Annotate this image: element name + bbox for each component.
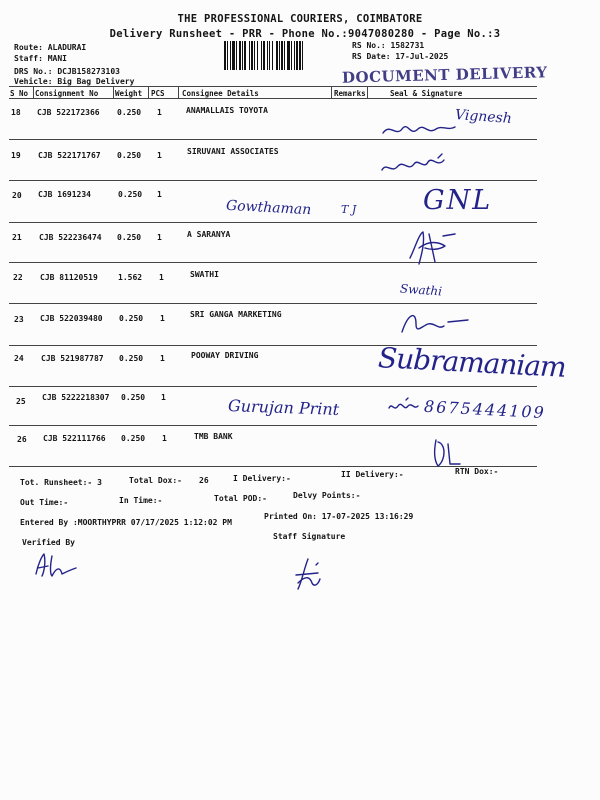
row-sno: 26 xyxy=(17,435,27,444)
row-weight: 0.250 xyxy=(118,190,143,199)
row-consignment: CJB 521987787 xyxy=(41,354,104,363)
signature-scribble xyxy=(386,398,426,422)
row-consignee: SRI GANGA MARKETING xyxy=(190,310,282,319)
tot-runsheet: Tot. Runsheet:- 3 xyxy=(20,478,102,487)
row-consignee: TMB BANK xyxy=(194,432,233,441)
document-title: THE PROFESSIONAL COURIERS, COIMBATORE xyxy=(177,13,423,25)
row-consignment: CJB 522171767 xyxy=(38,151,101,160)
row-weight: 0.250 xyxy=(117,151,142,160)
row-consignee: A SARANYA xyxy=(187,230,231,239)
rs-date: RS Date: 17-Jul-2025 xyxy=(352,52,449,61)
handwritten-mark: T J xyxy=(341,203,357,216)
col-divider xyxy=(367,86,368,98)
route-label: Route: ALADURAI xyxy=(14,43,87,52)
table-top-rule xyxy=(9,86,537,87)
row-sno: 23 xyxy=(14,315,24,324)
row-consignment: CJB 81120519 xyxy=(40,273,98,282)
header-bottom-rule xyxy=(9,98,537,99)
col-remarks: Remarks xyxy=(334,89,366,98)
row-weight: 0.250 xyxy=(117,233,142,242)
row-consignment: CJB 522172366 xyxy=(37,108,100,117)
row-consignee: POOWAY DRIVING xyxy=(191,351,259,360)
handwritten-signature: Vignesh xyxy=(454,107,513,127)
i-delivery: I Delivery:- xyxy=(233,474,291,483)
rtn-dox: RTN Dox:- xyxy=(455,467,499,476)
row-consignee: SIRUVANI ASSOCIATES xyxy=(187,147,279,156)
row-rule xyxy=(9,303,537,304)
document-delivery-stamp: DOCUMENT DELIVERY xyxy=(341,63,548,87)
printed-on: Printed On: 17-07-2025 13:16:29 xyxy=(264,512,414,521)
col-sno: S No xyxy=(10,89,29,98)
col-divider xyxy=(113,86,114,98)
entered-by: Entered By :MOORTHYPRR 07/17/2025 1:12:02 PM xyxy=(20,518,232,527)
delvy-points: Delvy Points:- xyxy=(293,491,361,500)
col-divider xyxy=(331,86,332,98)
total-dox-value: 26 xyxy=(199,476,209,485)
col-seal: Seal & Signature xyxy=(390,89,463,98)
handwritten-signature: Subramaniam xyxy=(377,341,567,384)
row-rule xyxy=(9,180,537,181)
row-pcs: 1 xyxy=(160,354,165,363)
staff-signature: Staff Signature xyxy=(273,532,346,541)
staff-signature-scribble xyxy=(292,555,328,593)
row-pcs: 1 xyxy=(161,393,166,402)
row-consignment: CJB 522039480 xyxy=(40,314,103,323)
row-sno: 25 xyxy=(16,397,26,406)
row-weight: 0.250 xyxy=(121,393,146,402)
handwritten-name: Gurujan Print xyxy=(227,396,340,419)
handwritten-signature: GNL xyxy=(423,185,493,216)
row-sno: 19 xyxy=(11,151,21,160)
signature-scribble xyxy=(378,150,458,180)
verifier-signature xyxy=(32,550,82,580)
row-rule xyxy=(9,222,537,223)
signature-scribble xyxy=(380,115,460,145)
vehicle-label: Vehicle: Big Bag Delivery xyxy=(14,77,135,86)
col-consignee: Consignee Details xyxy=(182,89,259,98)
col-consignment: Consignment No xyxy=(35,89,99,98)
row-weight: 1.562 xyxy=(118,273,143,282)
row-sno: 20 xyxy=(12,191,22,200)
row-pcs: 1 xyxy=(162,434,167,443)
row-weight: 0.250 xyxy=(119,314,144,323)
row-consignee: SWATHI xyxy=(190,270,219,279)
document-subtitle: Delivery Runsheet - PRR - Phone No.:9047080280 - Page No.:3 xyxy=(109,28,501,40)
row-weight: 0.250 xyxy=(121,434,146,443)
row-sno: 24 xyxy=(14,354,24,363)
row-rule xyxy=(9,425,537,426)
row-pcs: 1 xyxy=(157,190,162,199)
signature-scribble xyxy=(430,436,470,470)
handwritten-phone: 8675444109 xyxy=(423,396,547,423)
row-consignment: CJB 522236474 xyxy=(39,233,102,242)
row-pcs: 1 xyxy=(157,108,162,117)
row-pcs: 1 xyxy=(157,233,162,242)
row-consignee: ANAMALLAIS TOYOTA xyxy=(186,106,268,115)
signature-scribble xyxy=(398,308,478,338)
barcode xyxy=(224,41,336,70)
barcode-bar xyxy=(303,41,306,70)
row-consignment: CJB 5222218307 xyxy=(42,393,110,402)
col-weight: Weight xyxy=(115,89,143,98)
row-weight: 0.250 xyxy=(119,354,144,363)
row-consignment: CJB 522111766 xyxy=(43,434,106,443)
ii-delivery: II Delivery:- xyxy=(341,470,404,479)
row-rule xyxy=(9,386,537,387)
total-pod: Total POD:- xyxy=(214,494,267,503)
row-pcs: 1 xyxy=(157,151,162,160)
in-time: In Time:- xyxy=(119,496,163,505)
drs-number: DRS No.: DCJB158273103 xyxy=(14,67,120,76)
row-pcs: 1 xyxy=(160,314,165,323)
rs-number: RS No.: 1582731 xyxy=(352,41,425,50)
row-consignment: CJB 1691234 xyxy=(38,190,91,199)
staff-label: Staff: MANI xyxy=(14,54,67,63)
col-divider xyxy=(33,86,34,98)
row-sno: 21 xyxy=(12,233,22,242)
total-dox-label: Total Dox:- xyxy=(129,476,182,485)
handwritten-signature: Swathi xyxy=(399,281,443,299)
handwritten-name: Gowthaman xyxy=(225,197,312,219)
out-time: Out Time:- xyxy=(20,498,69,507)
row-sno: 18 xyxy=(11,108,21,117)
verified-by: Verified By xyxy=(22,538,75,547)
col-divider xyxy=(148,86,149,98)
row-sno: 22 xyxy=(13,273,23,282)
col-divider xyxy=(178,86,179,98)
signature-scribble xyxy=(405,228,465,268)
row-pcs: 1 xyxy=(159,273,164,282)
col-pcs: PCS xyxy=(151,89,165,98)
row-weight: 0.250 xyxy=(117,108,142,117)
